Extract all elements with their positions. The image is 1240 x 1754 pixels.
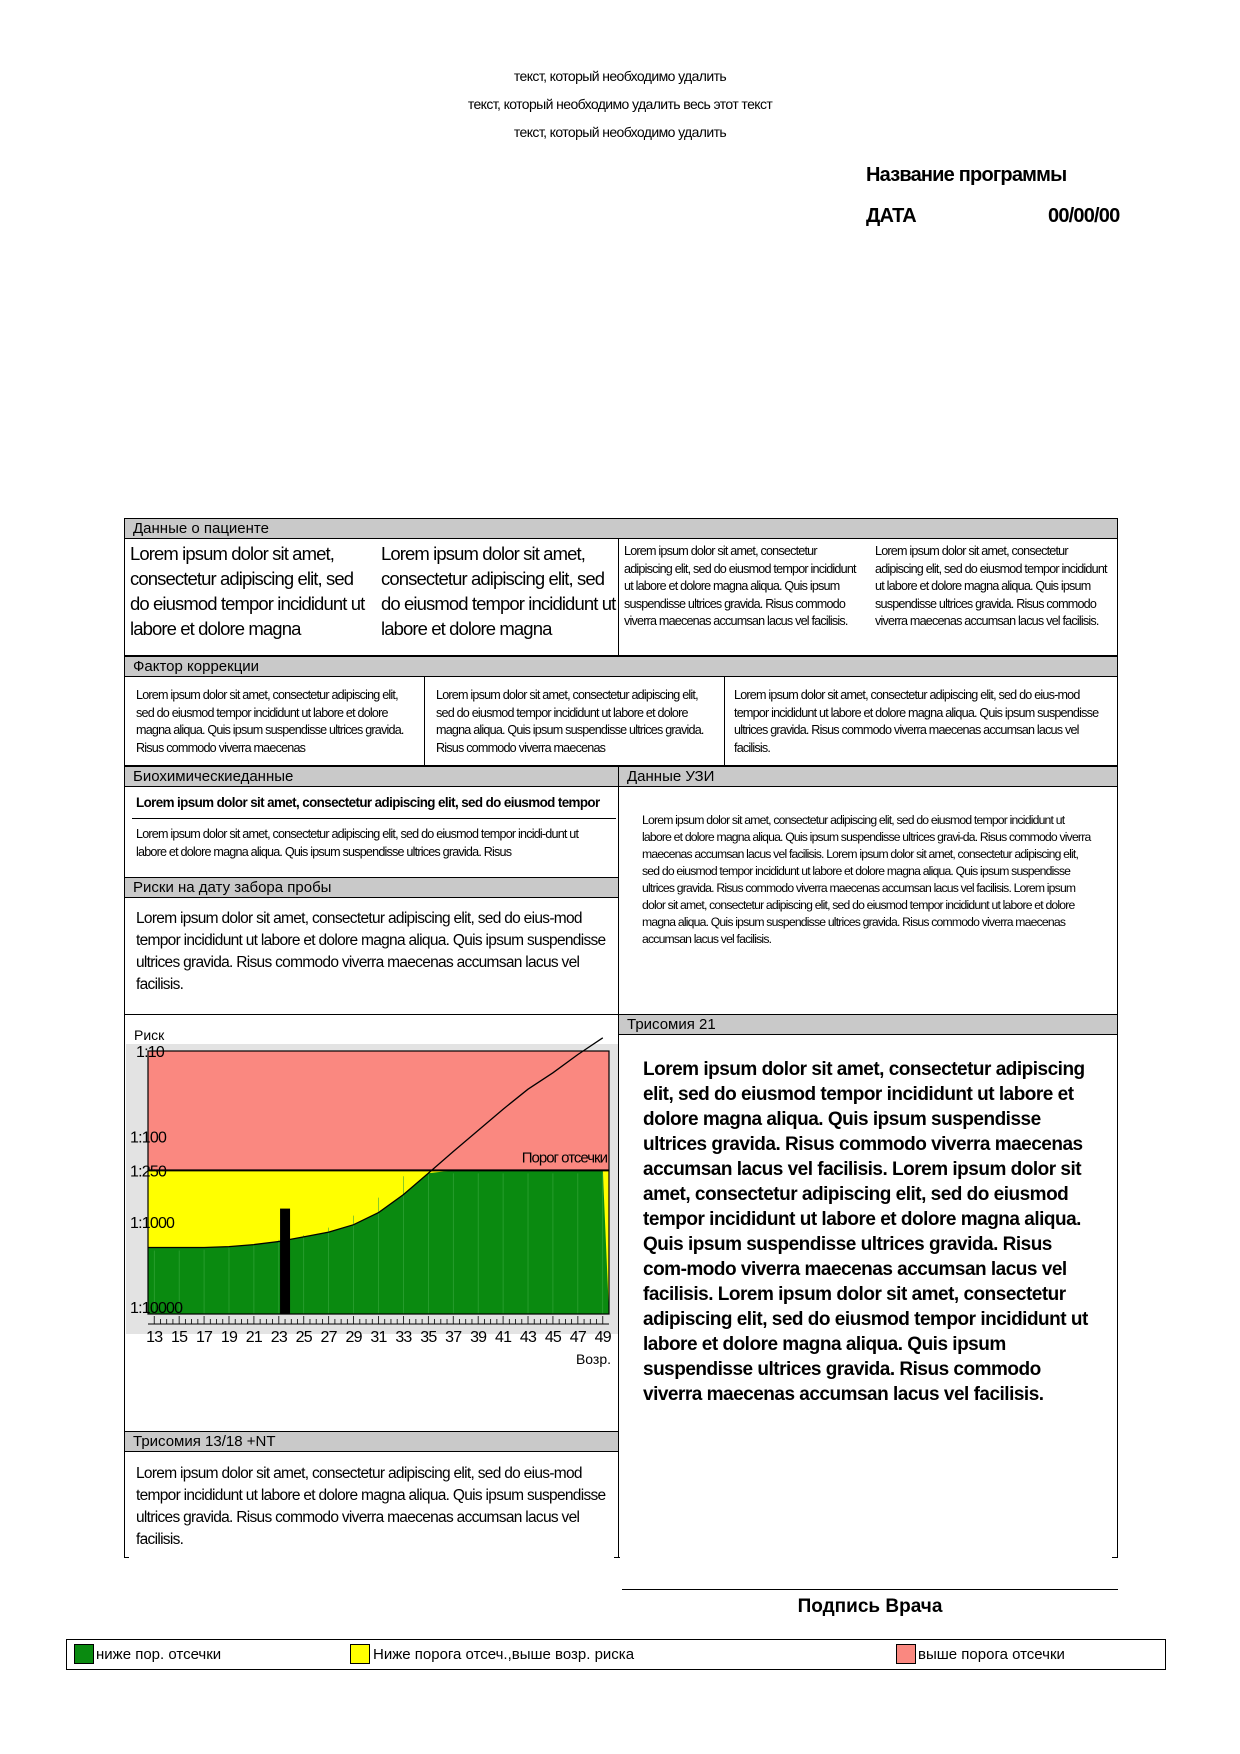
x-tick-label: 47	[569, 1329, 586, 1346]
legend-label-above-cutoff: выше порога отсечки	[918, 1646, 1065, 1663]
ultrasound-header: Данные УЗИ	[618, 766, 1118, 787]
signature-label: Подпись Врача	[797, 1596, 943, 1617]
correction-col-2: Lorem ipsum dolor sit amet, consectetur adipiscing elit, sed do eiusmod tempor incididunt ut labore et dolore magna aliqua. Quis ipsum suspendisse ultrices gravida. Risus commodo viverra maecenas	[436, 688, 704, 755]
y-tick-label: 1:100	[130, 1129, 167, 1147]
legend-label-below-cutoff: ниже пор. отсечки	[96, 1646, 222, 1663]
legend-swatch-red	[896, 1644, 916, 1664]
divider	[724, 676, 725, 766]
x-tick-label: 29	[345, 1329, 362, 1346]
y-tick-label: 1:10000	[130, 1300, 183, 1318]
patient-col-2: Lorem ipsum dolor sit amet, consectetur adipiscing elit, sed do eiusmod tempor incididunt ut labore et dolore magna	[381, 543, 616, 639]
risks-header: Риски на дату забора пробы	[124, 877, 619, 898]
header-remove-line-3: текст, который необходимо удалить	[513, 124, 727, 140]
header-remove-line-2: текст, который необходимо удалить весь этот текст	[467, 96, 773, 112]
x-tick-label: 49	[594, 1329, 611, 1346]
cutoff-label: Порог отсечки	[521, 1149, 607, 1167]
frame-tick	[1112, 1557, 1118, 1558]
frame-tick	[614, 1557, 620, 1558]
legend-label-between: Ниже порога отсеч.,выше возр. риска	[373, 1646, 635, 1663]
legend-swatch-yellow	[350, 1644, 370, 1664]
patient-col-4: Lorem ipsum dolor sit amet, consectetur adipiscing elit, sed do eiusmod tempor incididunt ut labore et dolore magna aliqua. Quis ipsum suspendisse ultrices gravida. Risus commodo viverra maecenas accumsan lacus vel facilisis.	[875, 544, 1107, 628]
x-tick-label: 33	[395, 1329, 412, 1346]
x-tick-label: 31	[370, 1329, 387, 1346]
risk-chart	[126, 1016, 618, 1430]
y-tick-label: 1:1000	[130, 1214, 175, 1232]
biochem-header: Биохимическиеданные	[124, 766, 619, 787]
trisomy21-header: Трисомия 21	[618, 1014, 1118, 1035]
correction-header: Фактор коррекции	[124, 656, 1118, 677]
header-remove-line-1: текст, который необходимо удалить	[513, 68, 727, 84]
risks-text: Lorem ipsum dolor sit amet, consectetur adipiscing elit, sed do eius-mod tempor incididunt ut labore et dolore magna aliqua. Quis ipsum suspendisse ultrices gravida. Risus commodo viverra maecenas accumsan lacus vel facilisis.	[136, 910, 606, 993]
date-value: 00/00/00	[1048, 205, 1120, 227]
program-name: Название программы	[866, 164, 1067, 186]
y-tick-label: 1:250	[130, 1163, 167, 1181]
date-label: ДАТА	[866, 205, 916, 227]
frame-tick	[124, 1557, 129, 1558]
patient-marker	[280, 1209, 290, 1314]
x-tick-label: 13	[146, 1329, 163, 1346]
x-tick-label: 17	[195, 1329, 213, 1346]
divider	[618, 1034, 619, 1558]
patient-data-header: Данные о пациенте	[124, 518, 1118, 539]
biochem-divider	[132, 818, 616, 819]
signature-line	[622, 1589, 1118, 1590]
x-tick-label: 27	[320, 1329, 337, 1346]
x-tick-label: 19	[220, 1329, 238, 1346]
patient-col-1: Lorem ipsum dolor sit amet, consectetur adipiscing elit, sed do eiusmod tempor incididunt ut labore et dolore magna	[130, 543, 365, 639]
biochem-bold-line: Lorem ipsum dolor sit amet, consectetur adipiscing elit, sed do eiusmod tempor	[136, 795, 600, 810]
patient-col-3: Lorem ipsum dolor sit amet, consectetur adipiscing elit, sed do eiusmod tempor incididunt ut labore et dolore magna aliqua. Quis ipsum suspendisse ultrices gravida. Risus commodo viverra maecenas accumsan lacus vel facilisis.	[624, 544, 856, 628]
x-tick-label: 23	[270, 1329, 287, 1346]
y-axis-label: Риск	[134, 1027, 165, 1043]
trisomy1318-header: Трисомия 13/18 +NT	[124, 1431, 619, 1452]
x-tick-label: 41	[494, 1329, 512, 1346]
x-tick-label: 45	[544, 1329, 562, 1346]
trisomy21-text: Lorem ipsum dolor sit amet, consectetur adipiscing elit, sed do eiusmod tempor incididunt ut labore et dolore magna aliqua. Quis ipsum suspendisse ultrices gravida. Risus commodo viverra maecenas accumsan lacus vel facilisis. Lorem ipsum dolor sit amet, consectetur adipiscing elit, sed do eiusmod tempor incididunt ut labore et dolore magna aliqua. Quis ipsum suspendisse ultrices gravida. Risus com-modo viverra maecenas accumsan lacus vel facilisis. Lorem ipsum dolor sit amet, consectetur adipiscing elit, sed do eiusmod tempor incididunt ut labore et dolore magna aliqua. Quis ipsum suspendisse ultrices gravida. Risus commodo viverra maecenas accumsan lacus vel facilisis.	[643, 1059, 1088, 1405]
x-axis-label: Возр.	[575, 1351, 611, 1367]
divider	[424, 676, 425, 766]
biochem-text: Lorem ipsum dolor sit amet, consectetur adipiscing elit, sed do eiusmod tempor incidi-dunt ut labore et dolore magna aliqua. Quis ipsum suspendisse ultrices gravida. Risus	[136, 827, 579, 859]
x-tick-label: 21	[245, 1329, 263, 1346]
legend-swatch-green	[74, 1644, 94, 1664]
y-tick-label: 1:10	[136, 1044, 164, 1061]
x-tick-label: 39	[470, 1329, 487, 1346]
x-tick-label: 25	[295, 1329, 312, 1346]
correction-col-1: Lorem ipsum dolor sit amet, consectetur adipiscing elit, sed do eiusmod tempor incididunt ut labore et dolore magna aliqua. Quis ipsum suspendisse ultrices gravida. Risus commodo viverra maecenas	[136, 688, 404, 755]
x-tick-label: 43	[519, 1329, 537, 1346]
x-tick-label: 35	[420, 1329, 437, 1346]
correction-col-3: Lorem ipsum dolor sit amet, consectetur adipiscing elit, sed do eius-mod tempor incididunt ut labore et dolore magna aliqua. Quis ipsum suspendisse ultrices gravida. Risus commodo viverra maecenas accumsan lacus vel facilisis.	[734, 688, 1099, 755]
ultrasound-text: Lorem ipsum dolor sit amet, consectetur adipiscing elit, sed do eiusmod tempor incididunt ut labore et dolore magna aliqua. Quis ipsum suspendisse ultrices gravi-da. Risus commodo viverra maecenas accumsan lacus vel facilisis. Lorem ipsum dolor sit amet, consectetur adipiscing elit, sed do eiusmod tempor incididunt ut labore et dolore magna aliqua. Quis ipsum suspendisse ultrices gravida. Risus commodo viverra maecenas accumsan lacus vel facilisis. Lorem ipsum dolor sit amet, consectetur adipiscing elit, sed do eiusmod tempor incididunt ut labore et dolore magna aliqua. Quis ipsum suspendisse ultrices gravida. Risus commodo viverra maecenas accumsan lacus vel facilisis.	[642, 813, 1091, 946]
x-tick-label: 37	[445, 1329, 462, 1346]
x-tick-label: 15	[171, 1329, 188, 1346]
trisomy1318-text: Lorem ipsum dolor sit amet, consectetur adipiscing elit, sed do eius-mod tempor incididunt ut labore et dolore magna aliqua. Quis ipsum suspendisse ultrices gravida. Risus commodo viverra maecenas accumsan lacus vel facilisis.	[136, 1465, 606, 1548]
